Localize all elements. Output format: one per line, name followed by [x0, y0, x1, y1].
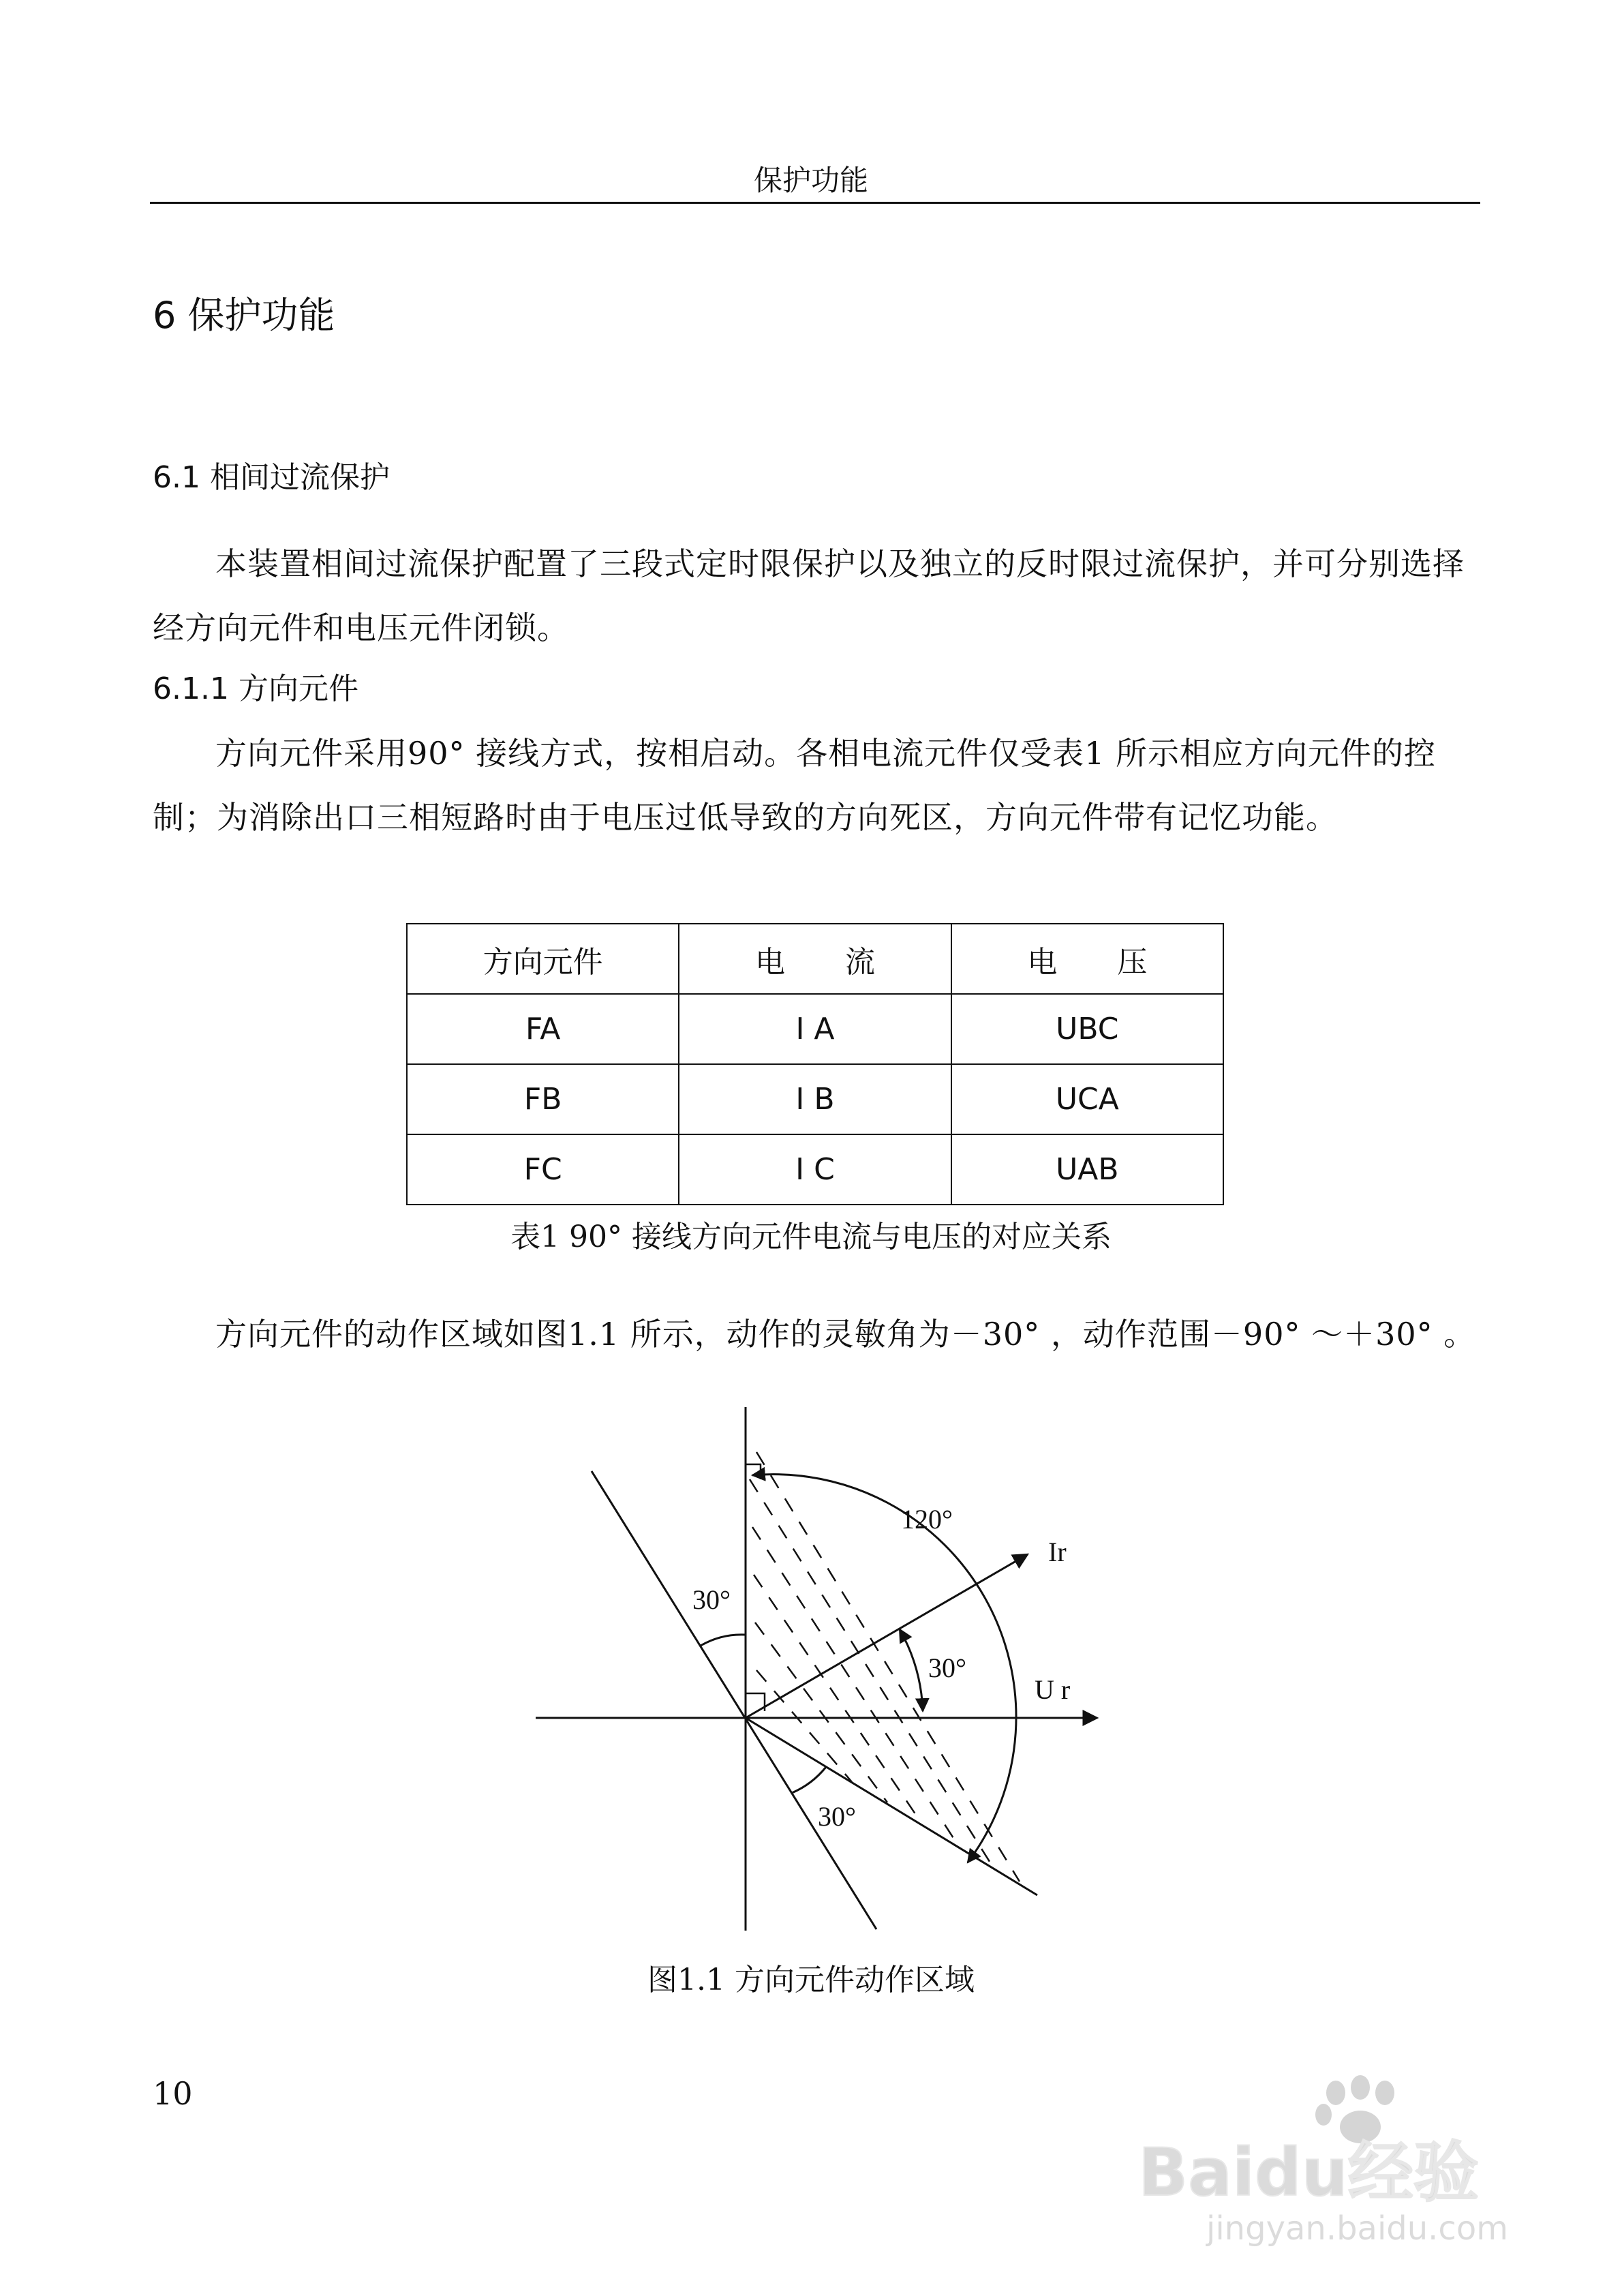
watermark-brand: Baidu经验: [1138, 2134, 1479, 2211]
watermark-url: jingyan.baidu.com: [1206, 2209, 1508, 2248]
table-header-row: [407, 924, 1223, 994]
baidu-watermark: [1131, 2072, 1554, 2250]
label-angle-30-left: 30°: [692, 1584, 731, 1615]
label-angle-120: 120°: [901, 1504, 953, 1535]
table-caption: 表1 90° 接线方向元件电流与电压的对应关系: [510, 1220, 1112, 1254]
action-zone-figure: [0, 1391, 1622, 1936]
ir-vector: [746, 1554, 1028, 1718]
subsection-title: 6.1.1 方向元件: [153, 671, 358, 706]
baidu-paw-logo-icon: [1131, 2072, 1554, 2250]
table-cell: FA: [407, 994, 679, 1064]
table-header-cell: 电 压: [951, 924, 1223, 994]
correspondence-table-wrap: [406, 923, 1224, 1205]
arc-120: [752, 1475, 1016, 1862]
action-zone-paragraph: 方向元件的动作区域如图1.1 所示，动作的灵敏角为－30° ，动作范围－90° ～＋30° 。: [215, 1316, 1476, 1353]
table-cell: FC: [407, 1134, 679, 1205]
arc-30-left: [701, 1635, 746, 1646]
label-angle-30-bottom: 30°: [818, 1801, 856, 1832]
table-row: [407, 1064, 1223, 1134]
figure-caption: 图1.1 方向元件动作区域: [647, 1963, 975, 1997]
table-header-cell: 电 流: [679, 924, 951, 994]
table-cell: FB: [407, 1064, 679, 1134]
boundary-line-upper: [592, 1471, 876, 1929]
label-angle-30-right: 30°: [928, 1652, 966, 1683]
chapter-title: 6 保护功能: [153, 294, 335, 337]
action-zone-diagram: [0, 1391, 1622, 1936]
arc-30-bottom: [792, 1767, 826, 1793]
table-cell: I A: [679, 994, 951, 1064]
table-header-cell: 方向元件: [407, 924, 679, 994]
table-cell: I C: [679, 1134, 951, 1205]
page-number: 10: [153, 2075, 193, 2112]
table-cell: I B: [679, 1064, 951, 1134]
correspondence-table: [406, 923, 1224, 1205]
section-intro-paragraph: 本装置相间过流保护配置了三段式定时限保护以及独立的反时限过流保护，并可分别选择经方向元件和电压元件闭锁。: [153, 545, 1465, 646]
section-title: 6.1 相间过流保护: [153, 460, 390, 495]
header-rule: [150, 202, 1480, 204]
boundary-line-lower: [746, 1718, 1037, 1895]
table-cell: UAB: [951, 1134, 1223, 1205]
table-row: [407, 1134, 1223, 1205]
table-cell: UCA: [951, 1064, 1223, 1134]
right-angle-mark-upper: [746, 1464, 761, 1479]
running-header: 保护功能: [753, 164, 868, 197]
table-cell: UBC: [951, 994, 1223, 1064]
label-ur: U r: [1035, 1674, 1071, 1705]
subsection-body-paragraph: 方向元件采用90° 接线方式，按相启动。各相电流元件仅受表1 所示相应方向元件的控制；为消除出口三相短路时由于电压过低导致的方向死区，方向元件带有记忆功能。: [153, 735, 1437, 836]
table-row: [407, 994, 1223, 1064]
label-ir: Ir: [1048, 1537, 1067, 1567]
arc-30-right: [900, 1629, 923, 1711]
action-region-hatching: [750, 1452, 1020, 1882]
